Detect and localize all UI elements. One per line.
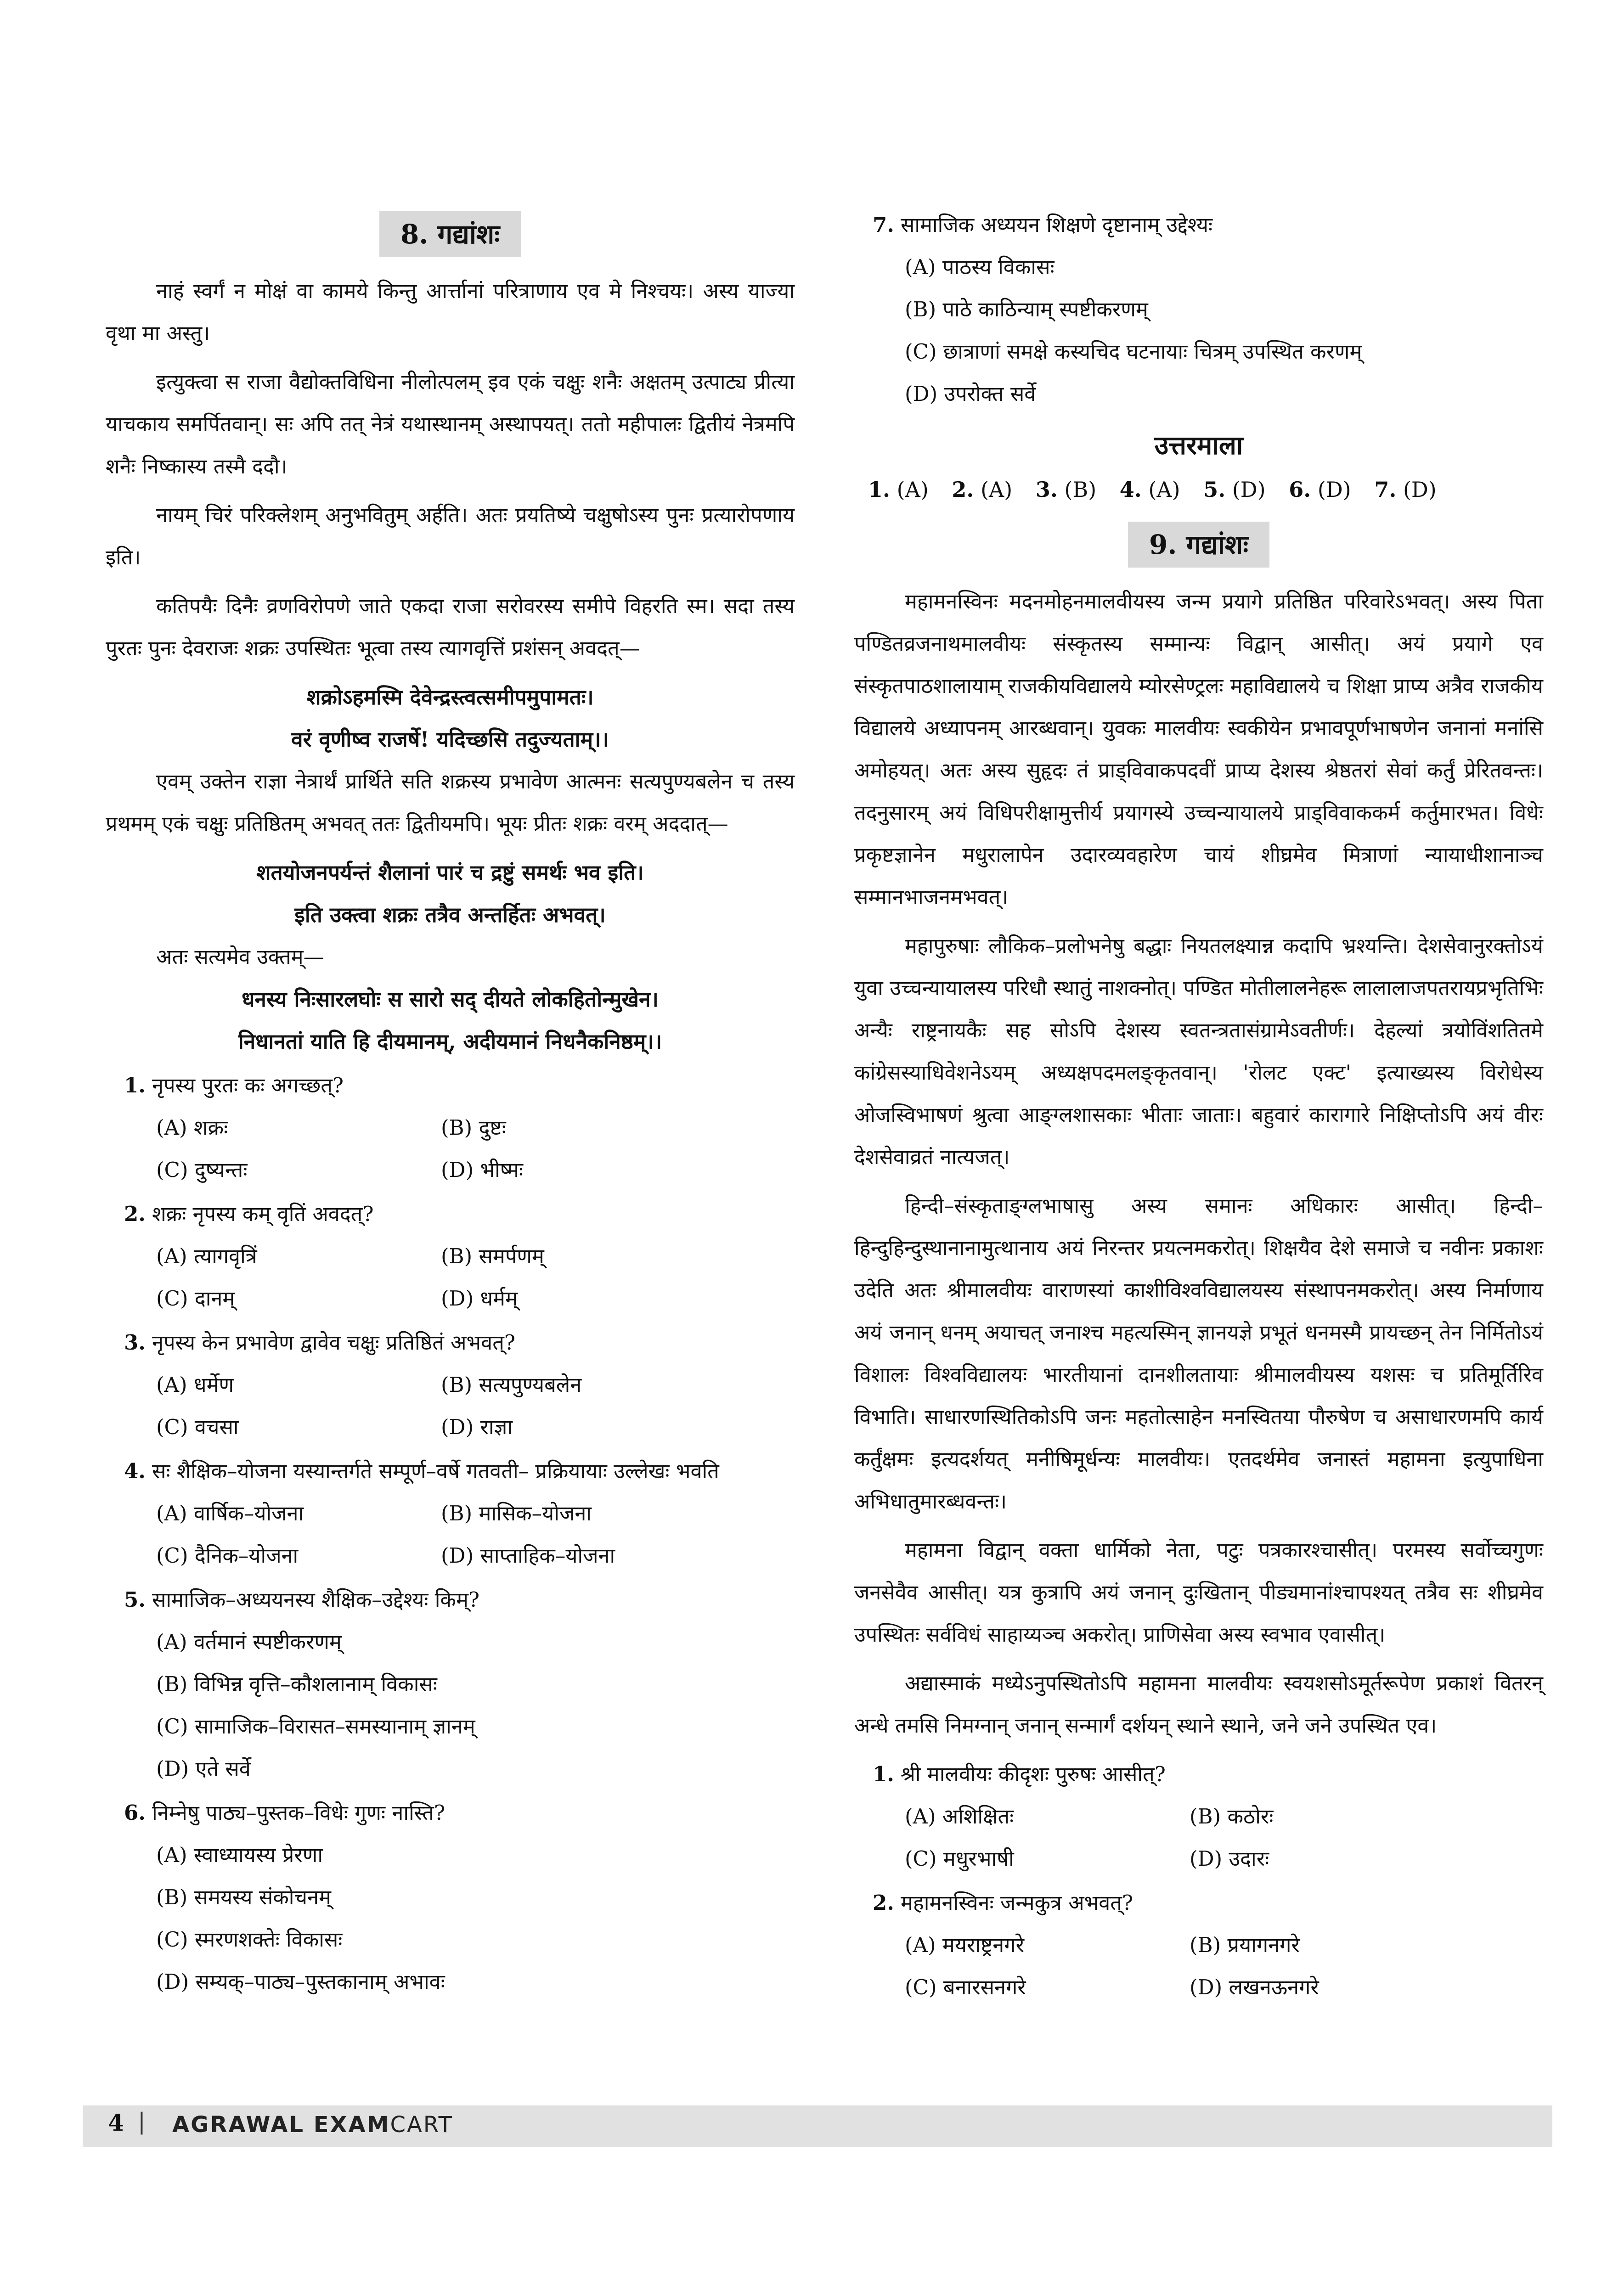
option: (A) अशिक्षितः [905,1804,1014,1829]
option: (C) दुष्यन्तः [156,1158,248,1182]
options [905,1795,1543,1880]
passage-paragraph: एवम् उक्तेन राज्ञा नेत्रार्थं प्रार्थिते सति शक्रस्य प्रभावेण आत्मनः सत्यपुण्यबलेन च तस्य प्रथमम् एकं चक्षुः प्रतिष्ठितम् अभवत् ततः द्वितीयमपि। भूयः प्रीतः शक्रः वरम् अददात्— [106,769,795,836]
option: (C) सामाजिक–विरासत–समस्यानाम् ज्ञानम् [156,1714,475,1739]
option: (C) स्मरणशक्तेः विकासः [156,1927,343,1952]
option: (B) कठोरः [1190,1804,1274,1829]
question-list [873,1753,1543,2009]
answer-item: 1. (A) [868,477,929,502]
verse-line: इति उक्त्वा शक्रः तत्रैव अन्तर्हितः अभवत्। [294,902,606,927]
options [905,246,1543,415]
passage-paragraph: महामना विद्वान् वक्ता धार्मिको नेता, पटुः पत्रकारश्चासीत्। परमस्य सर्वोच्चगुणः जनसेवैव आसीत्। यत्र कुत्रापि अयं जनान् दुःखितान् पीड्यमानांश्चापश्यत् तत्रैव सः शीघ्रमेव उपस्थितः सर्वविधं साहाय्यञ्च अकरोत्। प्राणिसेवा अस्य स्वभाव एवासीत्। [854,1538,1543,1647]
options [156,1364,795,1448]
option: (D) धर्मम् [441,1286,518,1311]
option: (B) विभिन्न वृत्ति–कौशलानाम् विकासः [156,1672,437,1696]
option: (A) मयराष्ट्रनगरे [905,1933,1024,1957]
option: (A) त्यागवृत्रिं [156,1244,257,1268]
option: (D) राज्ञा [441,1415,513,1439]
right-column [854,202,1543,2009]
question: 6. निम्नेषु पाठ्य–पुस्तक–विधेः गुणः नास्ति? [124,1801,445,1825]
passage-8-heading: 8. गद्यांशः [379,211,521,257]
option: (A) स्वाध्यायस्य प्रेरणा [156,1843,323,1867]
passage-paragraph: अद्यास्माकं मध्येऽनुपस्थितोऽपि महामना मालवीयः स्वयशसोऽमूर्तरूपेण प्रकाशं वितरन् अन्धे तमसि निमग्नान् जनान् सन्मार्गं दर्शयन् स्थाने स्थाने, जने जने उपस्थित एव। [854,1671,1543,1738]
verse-line: शक्रोऽहमस्मि देवेन्द्रस्त्वत्समीपमुपामतः। [306,685,594,709]
question-7-block [873,204,1543,415]
footer-separator: | [138,2108,146,2135]
option: (B) समयस्य संकोचनम् [156,1885,331,1909]
option: (D) सम्यक्–पाठ्य–पुस्तकानाम् अभावः [156,1970,445,1994]
verse-line: शतयोजनपर्यन्तं शैलानां पारं च द्रष्टुं समर्थः भव इति। [256,860,644,885]
options [156,1621,795,1790]
passage-paragraph: अतः सत्यमेव उक्तम्— [156,945,324,969]
option: (A) धर्मेण [156,1373,234,1397]
option: (D) लखनऊनगरे [1190,1975,1319,1999]
passage-paragraph: हिन्दी–संस्कृताङ्ग्लभाषासु अस्य समानः अधिकारः आसीत्। हिन्दी–हिन्दुहिन्दुस्थानानामुत्थानाय अयं निरन्तर प्रयत्नमकरोत्। शिक्षयैव देशे समाजे च नवीनः प्रकाशः उदेति अतः श्रीमालवीयः वाराणस्यां काशीविश्वविद्यालयस्य संस्थापनमकरोत्। अस्य निर्माणाय अयं जनान् धनम् अयाचत् जनाश्च महत्यस्मिन् ज्ञानयज्ञे प्रभूतं धनमस्मै प्रायच्छन् तेन निर्मितोऽयं विशालः विश्वविद्यालयः भारतीयानां दानशीलतायाः श्रीमालवीयस्य यशसः च प्रतिमूर्तिरिव विभाति। साधारणस्थितिकोऽपि जनः महतोत्साहेन मनस्वितया पौरुषेण च असाधारणमपि कार्य कर्तुंक्षमः इत्यदर्शयत् मनीषिमूर्धन्यः मालवीयः। एतदर्थमेव जनास्तं महामना इत्युपाधिना अभिधातुमारब्धवन्तः। [854,1193,1543,1514]
option: (B) पाठे काठिन्याम् स्पष्टीकरणम् [905,297,1148,321]
answer-item: 6. (D) [1289,477,1351,502]
question: 2. महामनस्विनः जन्मकुत्र अभवत्? [873,1891,1133,1915]
verse-line: वरं वृणीष्व राजर्षे! यदिच्छसि तदुज्यताम्।। [291,727,609,752]
options [156,1107,795,1191]
option: (D) उपरोक्त सर्वे [905,382,1036,406]
option: (D) उदारः [1190,1846,1269,1871]
verse-line: निधानतां याति हि दीयमानम्, अदीयमानं निधनैकनिष्ठम्।। [238,1029,662,1054]
option: (B) प्रयागनगरे [1190,1933,1300,1957]
question: 4. सः शैक्षिक–योजना यस्यान्तर्गते सम्पूर्ण–वर्षे गतवती– प्रक्रियायाः उल्लेखः भवति [124,1459,719,1483]
option: (B) समर्पणम् [441,1244,544,1268]
option: (C) छात्राणां समक्षे कस्यचिद घटनायाः चित्रम् उपस्थित करणम् [905,339,1362,364]
page-number: 4 [108,2109,124,2136]
question: 2. शक्रः नृपस्य कम् वृतिं अवदत्? [124,1202,374,1226]
left-column [106,211,795,2003]
option: (C) मधुरभाषी [905,1846,1014,1871]
option: (C) बनारसनगरे [905,1975,1026,1999]
options [905,1924,1543,2009]
passage-paragraph: नायम् चिरं परिक्लेशम् अनुभवितुम् अर्हति। अतः प्रयतिष्ये चक्षुषोऽस्य पुनः प्रत्यारोपणाय इति। [106,503,795,569]
question: 1. नृपस्य पुरतः कः अगच्छत्? [124,1073,344,1097]
option: (A) वार्षिक–योजना [156,1501,304,1525]
option: (A) पाठस्य विकासः [905,255,1054,279]
passage-paragraph: महापुरुषाः लौकिक–प्रलोभनेषु बद्धाः नियतलक्ष्यान्न कदापि भ्रश्यन्ति। देशसेवानुरक्तोऽयं युवा उच्चन्यायालस्य परिधौ स्थातुं नाशक्नोत्। पण्डित मोतीलालनेहरू लालालाजपतरायप्रभृतिभिः अन्यैः राष्ट्रनायकैः सह सोऽपि देशस्य स्वतन्त्रतासंग्रामेऽवतीर्णः। देहल्यां त्रयोविंशतितमे कांग्रेसस्याधिवेशनेऽयम् अध्यक्षपदमलङ्कृतवान्। 'रोलट एक्ट' इत्याख्यस्य विरोधेस्य ओजस्विभाषणं श्रुत्वा आङ्ग्लशासकाः भीताः जाताः। बहुवारं कारागारे निक्षिप्तोऽपि अयं वीरः देशसेवाव्रतं नात्यजत्। [854,934,1543,1169]
question: 3. नृपस्य केन प्रभावेण द्वावेव चक्षुः प्रतिष्ठितं अभवत्? [124,1330,515,1355]
option: (D) एते सर्वे [156,1756,251,1781]
passage-paragraph: महामनस्विनः मदनमोहनमालवीयस्य जन्म प्रयागे प्रतिष्ठित परिवारेऽभवत्। अस्य पिता पण्डितव्रजनाथमालवीयः संस्कृतस्य सम्मान्यः विद्वान् आसीत्। अयं प्रयागे एव संस्कृतपाठशालायाम् राजकीयविद्यालये म्योरसेण्ट्रलः महाविद्यालये च शिक्षा प्राप्य अत्रैव राजकीय विद्यालये अध्यापनम् आरब्धवान्। युवकः मालवीयः स्वकीयेन प्रभावपूर्णभाषणेन जनानां मनांसि अमोहयत्। अतः अस्य सुहृदः तं प्राड्विवाकपदवीं प्राप्य देशस्य श्रेष्ठतरां सेवां कर्तुं प्रेरितवन्तः। तदनुसारम् अयं विधिपरीक्षामुत्तीर्य प्रयागस्ये उच्चन्यायालये प्राड्विवाककर्म कर्तुमारभत। विधेः प्रकृष्टज्ञानेन मधुरालापेन उदारव्यवहारेण चायं शीघ्रमेव मित्राणां न्यायाधीशानाञ्च सम्मानभाजनमभवत्। [854,589,1543,909]
answer-item: 2. (A) [952,477,1013,502]
answer-key [868,471,1543,508]
option: (B) सत्यपुण्यबलेन [441,1373,582,1397]
answer-item: 3. (B) [1035,477,1097,502]
option: (D) भीष्मः [441,1158,524,1182]
passage-paragraph: इत्युक्त्वा स राजा वैद्योक्तविधिना नीलोत्पलम् इव एकं चक्षुः शनैः अक्षतम् उत्पाट्य प्रीत्या याचकाय समर्पितवान्। सः अपि तत् नेत्रं यथास्थानम् अस्थापयत्। ततो महीपालः द्वितीयं नेत्रमपि शनैः निष्कास्य तस्मै ददौ। [106,370,795,478]
verse-line: धनस्य निःसारलघोः स सारो सद् दीयते लोकहितोन्मुखेन। [242,987,659,1012]
answer-item: 5. (D) [1203,477,1266,502]
option: (A) वर्तमानं स्पष्टीकरणम् [156,1630,342,1654]
passage-9-heading: 9. गद्यांशः [1128,522,1269,568]
question: 1. श्री मालवीयः कीदृशः पुरुषः आसीत्? [873,1762,1166,1786]
options [156,1492,795,1577]
option: (C) दानम् [156,1286,235,1311]
passage-paragraph: नाहं स्वर्गं न मोक्षं वा कामये किन्तु आर्त्तानां परित्राणाय एव मे निश्चयः। अस्य याज्या वृथा मा अस्तु। [106,279,795,345]
option: (C) वचसा [156,1415,239,1439]
answer-item: 7. (D) [1374,477,1437,502]
option: (C) दैनिक–योजना [156,1543,299,1568]
option: (B) मासिक–योजना [441,1501,592,1525]
option: (D) साप्ताहिक–योजना [441,1543,615,1568]
options [156,1834,795,2003]
option: (B) दुष्टः [441,1115,506,1140]
answer-item: 4. (A) [1119,477,1180,502]
passage-paragraph: कतिपयैः दिनैः व्रणविरोपणे जाते एकदा राजा सरोवरस्य समीपे विहरति स्म। सदा तस्य पुरतः पुनः देवराजः शक्रः उपस्थितः भूत्वा तस्य त्यागवृत्तिं प्रशंसन् अवदत्— [106,594,795,660]
question-list [124,1064,795,2003]
question: 5. सामाजिक–अध्ययनस्य शैक्षिक–उद्देश्यः किम्? [124,1587,480,1612]
publisher-brand: AGRAWAL EXAMCART [172,2112,453,2138]
option: (A) शक्रः [156,1115,228,1140]
answer-key-heading: उत्तरमाला [1154,430,1243,461]
question: 7. सामाजिक अध्ययन शिक्षणे दृष्टानाम् उद्देश्यः [873,213,1213,237]
options [156,1235,795,1320]
page-footer [83,2105,1552,2147]
